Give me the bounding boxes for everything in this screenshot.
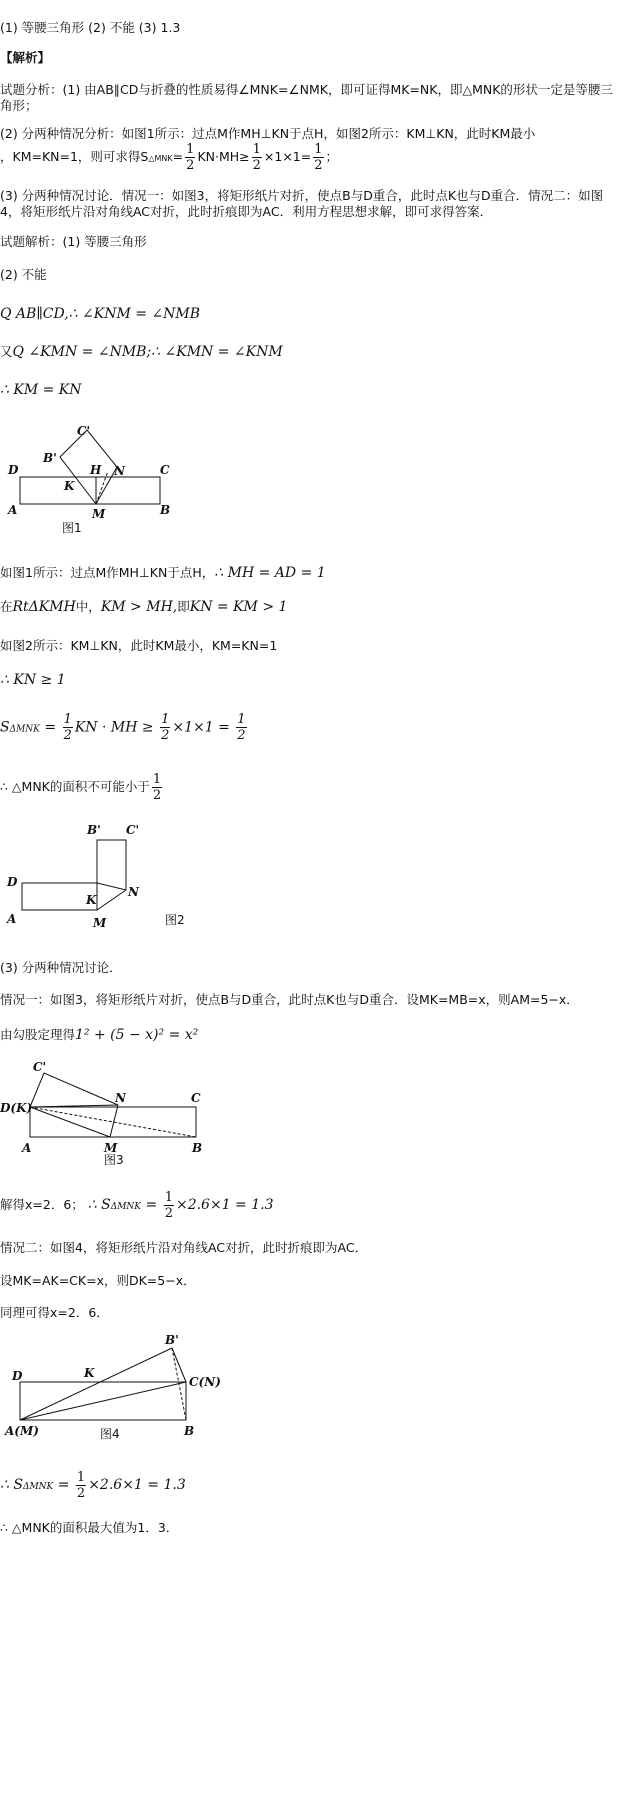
eq-angles: 又Q ∠KMN = ∠NMB;∴ ∠KMN = ∠KNM (0, 344, 283, 360)
svg-text:A(M): A(M) (5, 1424, 39, 1438)
svg-text:C': C' (126, 823, 140, 837)
figure-4 (0, 1330, 230, 1455)
svg-text:D: D (8, 463, 19, 477)
svg-text:D: D (7, 875, 18, 889)
same-result: 同理可得x=2．6． (0, 1305, 109, 1320)
rt-statement: 在RtΔKMH中，KM > MH,即KN = KM > 1 (0, 599, 288, 615)
svg-text:K: K (86, 893, 97, 907)
fraction-half: $\frac{1}{2}$ (186, 142, 195, 173)
svg-text:B: B (184, 1424, 195, 1438)
svg-text:图3: 图3 (104, 1153, 124, 1167)
svg-text:M: M (104, 1141, 118, 1155)
svg-text:C(N): C(N) (189, 1375, 221, 1389)
svg-text:C: C (191, 1091, 201, 1105)
pythagoras: 由勾股定理得1² + (5 − x)² = x² (0, 1027, 199, 1043)
solution-heading: 试题解析：(1) 等腰三角形 (0, 234, 147, 249)
svg-text:K: K (64, 479, 75, 493)
svg-text:D(K): D(K) (0, 1101, 33, 1115)
svg-text:图2: 图2 (165, 913, 185, 927)
svg-text:N: N (114, 464, 125, 478)
fraction-half: $\frac{1}{2}$ (314, 142, 323, 173)
figure-2 (0, 818, 220, 938)
eq-km-kn: ∴ KM = KN (0, 382, 82, 398)
svg-text:B': B' (87, 823, 101, 837)
svg-text:图1: 图1 (62, 521, 82, 535)
svg-text:D: D (12, 1369, 23, 1383)
svg-text:C': C' (33, 1060, 47, 1074)
analysis-p3: (3) 分两种情况讨论．情况一：如图3，将矩形纸片对折，使点B与D重合，此时点K也与D重合．情况二：如图4，将矩形纸片沿对角线AC对折，此时折痕即为AC．利用方程思想求解，即可求得答案． (0, 188, 604, 219)
svg-text:B: B (160, 503, 171, 517)
fraction-half: $\frac{1}{2}$ (252, 142, 261, 173)
figure-3 (0, 1060, 220, 1170)
svg-text:A: A (8, 503, 18, 517)
svg-text:B: B (192, 1141, 203, 1155)
svg-text:B': B' (165, 1333, 179, 1347)
area-inequality: SΔMNK = $\frac{1}{2}$ KN · MH ≥ $\frac{1}{2}$ ×1×1 = $\frac{1}{2}$ (0, 712, 246, 743)
svg-text:N: N (128, 885, 139, 899)
eq-parallel: Q AB∥CD,∴ ∠KNM = ∠NMB (0, 306, 201, 322)
svg-text:A: A (22, 1141, 32, 1155)
answer-line: (1) 等腰三角形 (2) 不能 (3) 1.3 (0, 20, 181, 35)
fig1-statement: 如图1所示：过点M作MH⊥KN于点H，∴ MH = AD = 1 (0, 565, 326, 581)
svg-text:H: H (90, 463, 102, 477)
svg-text:B': B' (43, 451, 57, 465)
svg-text:C: C (160, 463, 170, 477)
case-1: 情况一：如图3，将矩形纸片对折，使点B与D重合，此时点K也与D重合．设MK=MB=x，则AM=5−x． (0, 992, 579, 1007)
svg-text:A: A (7, 912, 17, 926)
solve-1: 解得x=2．6； ∴ SΔMNK = $\frac{1}{2}$ ×2.6×1 = 1.3 (0, 1190, 274, 1221)
label-c-prime: C' (77, 424, 91, 438)
analysis-p1: 试题分析：(1) 由AB∥CD与折叠的性质易得∠MNK=∠NMK，即可证得MK=NK，即△MNK的形状一定是等腰三角形； (0, 82, 613, 113)
kn-ge-one: ∴ KN ≥ 1 (0, 672, 66, 688)
analysis-p2a: (2) 分两种情况分析：如图1所示：过点M作MH⊥KN于点H，如图2所示：KM⊥KN，此时KM最小 (0, 126, 536, 141)
fig2-statement: 如图2所示：KM⊥KN，此时KM最小，KM=KN=1 (0, 638, 278, 653)
solution-q3: (3) 分两种情况讨论． (0, 960, 122, 975)
svg-text:M: M (92, 507, 106, 521)
analysis-p2b: ，KM=KN=1，则可求得S△MNK= $\frac{1}{2}$ KN·MH≥ $\frac{1}{2}$ ×1×1= $\frac{1}{2}$ ； (0, 142, 339, 173)
case-2: 情况二：如图4，将矩形纸片沿对角线AC对折，此时折痕即为AC． (0, 1240, 368, 1255)
conclusion-2: ∴ △MNK的面积不可能小于 $\frac{1}{2}$ (0, 772, 162, 803)
svg-text:K: K (84, 1366, 95, 1380)
let-2: 设MK=AK=CK=x，则DK=5−x． (0, 1273, 196, 1288)
analysis-title: 【解析】 (0, 50, 51, 65)
solution-q2: (2) 不能 (0, 267, 47, 282)
svg-text:M: M (93, 916, 107, 930)
area-2: ∴ SΔMNK = $\frac{1}{2}$ ×2.6×1 = 1.3 (0, 1470, 186, 1501)
svg-text:N: N (115, 1091, 126, 1105)
figure-1 (0, 422, 220, 542)
svg-text:图4: 图4 (100, 1427, 120, 1441)
final-conclusion: ∴ △MNK的面积最大值为1．3． (0, 1520, 179, 1535)
